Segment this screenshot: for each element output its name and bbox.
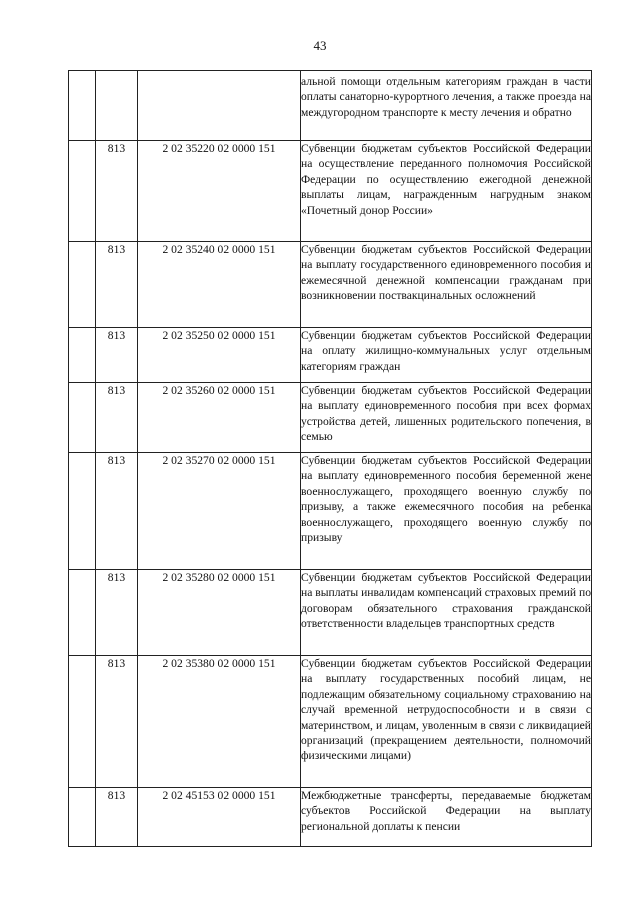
admin-code-cell: 813 xyxy=(96,453,138,570)
blank-cell xyxy=(69,788,96,847)
table-row xyxy=(69,242,592,328)
blank-cell xyxy=(69,656,96,788)
revenue-name-cell: альной помощи отдельным категориям граждан в части оплаты санаторно-курортного лечения, а также проезда на междугородном транспорте к месту лечения и обратно xyxy=(301,71,592,141)
blank-cell xyxy=(69,453,96,570)
blank-cell xyxy=(69,328,96,383)
revenue-name-cell: Субвенции бюджетам субъектов Российской Федерации на оплату жилищно-коммунальных услуг отдельным категориям граждан xyxy=(301,328,592,383)
table-row xyxy=(69,570,592,656)
table-body xyxy=(69,71,592,847)
revenue-name-cell: Межбюджетные трансферты, передаваемые бюджетам субъектов Российской Федерации на выплату региональной доплаты к пенсии xyxy=(301,788,592,847)
budget-code-cell: 2 02 35270 02 0000 151 xyxy=(138,453,301,570)
table-row xyxy=(69,71,592,141)
budget-classification-table xyxy=(68,70,592,847)
blank-cell xyxy=(69,141,96,242)
budget-code-cell: 2 02 35220 02 0000 151 xyxy=(138,141,301,242)
blank-cell xyxy=(69,71,96,141)
admin-code-cell: 813 xyxy=(96,383,138,453)
table-row xyxy=(69,788,592,847)
table-row xyxy=(69,328,592,383)
revenue-name-cell: Субвенции бюджетам субъектов Российской Федерации на выплату единовременного пособия при всех формах устройства детей, лишенных родительского попечения, в семью xyxy=(301,383,592,453)
table-row xyxy=(69,383,592,453)
budget-code-cell: 2 02 35280 02 0000 151 xyxy=(138,570,301,656)
revenue-name-cell: Субвенции бюджетам субъектов Российской Федерации на выплату единовременного пособия беременной жене военнослужащего, проходящего военную службу по призыву, а также ежемесячного пособия на ребенка военнослужащего, проходящего военную службу по призыву xyxy=(301,453,592,570)
admin-code-cell: 813 xyxy=(96,788,138,847)
admin-code-cell: 813 xyxy=(96,141,138,242)
admin-code-cell xyxy=(96,71,138,141)
page-number: 43 xyxy=(313,38,327,53)
admin-code-cell: 813 xyxy=(96,656,138,788)
revenue-name-cell: Субвенции бюджетам субъектов Российской Федерации на выплаты инвалидам компенсаций страховых премий по договорам обязательного страхования гражданской ответственности владельцев транспортных средств xyxy=(301,570,592,656)
budget-code-cell: 2 02 35260 02 0000 151 xyxy=(138,383,301,453)
table-row xyxy=(69,453,592,570)
blank-cell xyxy=(69,570,96,656)
table-row xyxy=(69,141,592,242)
revenue-name-cell: Субвенции бюджетам субъектов Российской Федерации на осуществление переданного полномочия Российской Федерации по осуществлению ежегодной денежной выплаты лицам, награжденным нагрудным знаком «Почетный донор России» xyxy=(301,141,592,242)
budget-code-cell: 2 02 35240 02 0000 151 xyxy=(138,242,301,328)
budget-code-cell: 2 02 35250 02 0000 151 xyxy=(138,328,301,383)
budget-code-cell: 2 02 45153 02 0000 151 xyxy=(138,788,301,847)
budget-code-cell: 2 02 35380 02 0000 151 xyxy=(138,656,301,788)
blank-cell xyxy=(69,383,96,453)
admin-code-cell: 813 xyxy=(96,570,138,656)
revenue-name-cell: Субвенции бюджетам субъектов Российской Федерации на выплату государственного единовременного пособия и ежемесячной денежной компенсации гражданам при возникновении поствакцинальных осложнений xyxy=(301,242,592,328)
revenue-name-cell: Субвенции бюджетам субъектов Российской Федерации на выплату государственных пособий лицам, не подлежащим обязательному социальному страхованию на случай временной нетрудоспособности и в связи с материнством, и лицам, уволенным в связи с ликвидацией организаций (прекращением деятельности, полномочий физическими лицами) xyxy=(301,656,592,788)
admin-code-cell: 813 xyxy=(96,328,138,383)
blank-cell xyxy=(69,242,96,328)
table-row xyxy=(69,656,592,788)
admin-code-cell: 813 xyxy=(96,242,138,328)
budget-code-cell xyxy=(138,71,301,141)
